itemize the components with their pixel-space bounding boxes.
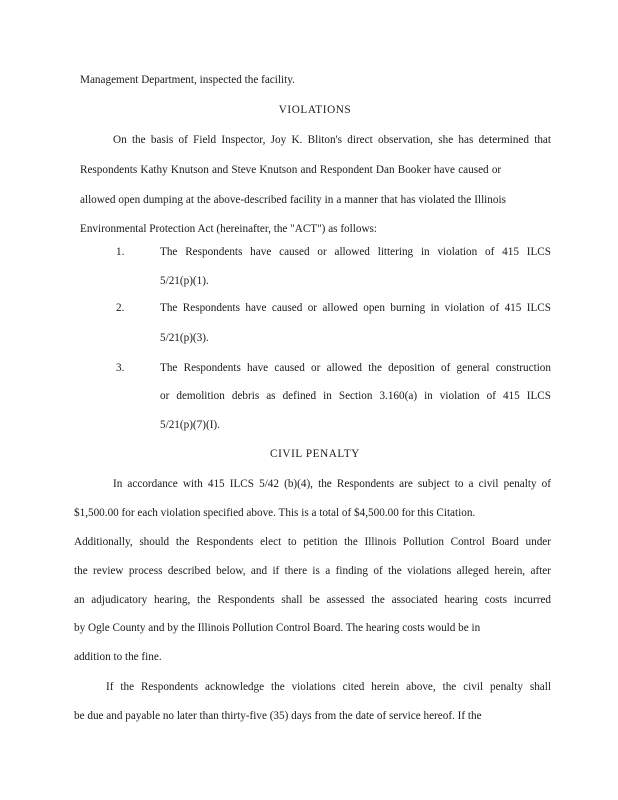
violation-item-number: 1.: [116, 246, 125, 258]
violation-item-line: 5/21(p)(1).: [160, 275, 209, 287]
intro-line: Management Department, inspected the facility.: [80, 74, 295, 86]
violation-item-number: 2.: [116, 302, 125, 314]
violation-item-line: The Respondents have caused or allowed open burning in violation of 415 ILCS: [160, 302, 551, 314]
civil-penalty-para-line: by Ogle County and by the Illinois Pollution Control Board. The hearing costs would be in: [74, 622, 481, 634]
violations-para-line: On the basis of Field Inspector, Joy K. Bliton's direct observation, she has determined that: [113, 134, 551, 146]
violations-para-line: allowed open dumping at the above-described facility in a manner that has violated the Illinois: [80, 194, 506, 206]
violation-item-line: 5/21(p)(3).: [160, 332, 209, 344]
violations-heading: VIOLATIONS: [278, 104, 352, 116]
violations-para-line: Respondents Kathy Knutson and Steve Knutson and Respondent Dan Booker have caused or: [80, 164, 502, 176]
civil-penalty-para-line: In accordance with 415 ILCS 5/42 (b)(4), the Respondents are subject to a civil penalty of: [113, 478, 551, 490]
civil-penalty-para-line: the review process described below, and if there is a finding of the violations alleged herein, after: [74, 565, 551, 577]
civil-penalty-para-line: an adjudicatory hearing, the Respondents shall be assessed the associated hearing costs incurred: [74, 594, 551, 606]
civil-penalty-para-line: be due and payable no later than thirty-five (35) days from the date of service hereof. If the: [74, 710, 482, 722]
civil-penalty-heading: CIVIL PENALTY: [270, 448, 360, 460]
violation-item-line: The Respondents have caused or allowed the deposition of general construction: [160, 362, 551, 374]
civil-penalty-para-line: If the Respondents acknowledge the violations cited herein above, the civil penalty shall: [106, 681, 551, 693]
violation-item-line: 5/21(p)(7)(I).: [160, 419, 220, 431]
violations-para-line: Environmental Protection Act (hereinafter, the "ACT") as follows:: [80, 223, 377, 235]
civil-penalty-para-line: addition to the fine.: [74, 651, 162, 663]
violation-item-line: or demolition debris as defined in Section 3.160(a) in violation of 415 ILCS: [160, 390, 551, 402]
violation-item-line: The Respondents have caused or allowed littering in violation of 415 ILCS: [160, 246, 551, 258]
violation-item-number: 3.: [116, 362, 125, 374]
civil-penalty-para-line: Additionally, should the Respondents elect to petition the Illinois Pollution Control Board under: [74, 536, 551, 548]
civil-penalty-para-line: $1,500.00 for each violation specified above. This is a total of $4,500.00 for this Citation.: [74, 507, 476, 519]
